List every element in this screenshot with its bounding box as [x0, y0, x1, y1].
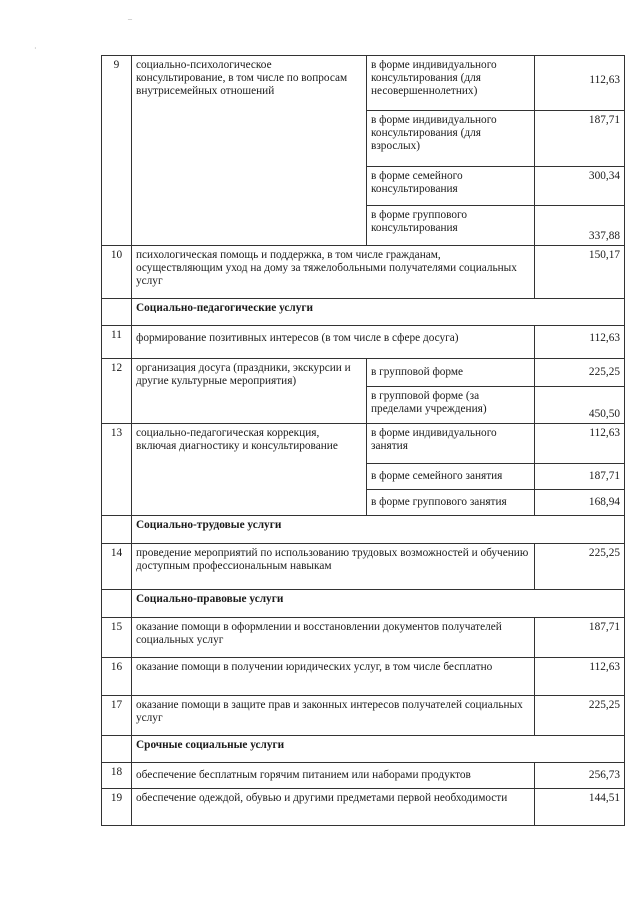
- service-form: в групповой форме: [367, 359, 535, 387]
- price: 187,71: [535, 464, 625, 490]
- row-number: 18: [102, 763, 132, 789]
- price: 187,71: [535, 618, 625, 658]
- service-form: в групповой форме (за пределами учреждения): [367, 387, 535, 424]
- service-form: в форме семейного занятия: [367, 464, 535, 490]
- service-name: обеспечение бесплатным горячим питанием или наборами продуктов: [132, 763, 535, 789]
- scan-mark: –: [128, 14, 132, 23]
- section-row: [102, 736, 625, 763]
- price: 300,34: [535, 167, 625, 206]
- price: 112,63: [535, 56, 625, 111]
- row-number: 12: [102, 359, 132, 424]
- row-number: 17: [102, 696, 132, 736]
- section-row: [102, 299, 625, 326]
- service-form: в форме группового консультирования: [367, 206, 535, 246]
- table-row: [102, 763, 625, 789]
- table-row: [102, 56, 625, 111]
- price: 168,94: [535, 490, 625, 516]
- row-number: 19: [102, 789, 132, 826]
- table-row: [102, 618, 625, 658]
- section-title: Социально-трудовые услуги: [132, 516, 625, 544]
- row-number: 16: [102, 658, 132, 696]
- row-number: 11: [102, 326, 132, 359]
- table-row: [102, 326, 625, 359]
- price: 187,71: [535, 111, 625, 167]
- service-form: в форме группового занятия: [367, 490, 535, 516]
- table-row: [102, 246, 625, 299]
- price: 225,25: [535, 359, 625, 387]
- service-name: психологическая помощь и поддержка, в том числе гражданам, осуществляющим уход на дому за тяжелобольными получателями социальных услуг: [132, 246, 535, 299]
- table-row: [102, 696, 625, 736]
- price: 337,88: [535, 206, 625, 246]
- price: 225,25: [535, 544, 625, 590]
- price: 150,17: [535, 246, 625, 299]
- section-title: Социально-педагогические услуги: [132, 299, 625, 326]
- scan-mark: ·: [34, 44, 37, 53]
- row-number: 15: [102, 618, 132, 658]
- service-name: формирование позитивных интересов (в том числе в сфере досуга): [132, 326, 535, 359]
- section-title: Срочные социальные услуги: [132, 736, 625, 763]
- service-name: обеспечение одеждой, обувью и другими предметами первой необходимости: [132, 789, 535, 826]
- service-name: оказание помощи в оформлении и восстановлении документов получателей социальных услуг: [132, 618, 535, 658]
- service-form: в форме индивидуального занятия: [367, 424, 535, 464]
- section-row: [102, 590, 625, 618]
- price: 112,63: [535, 424, 625, 464]
- service-name: организация досуга (праздники, экскурсии и другие культурные мероприятия): [132, 359, 367, 424]
- row-number: 9: [102, 56, 132, 246]
- price: 450,50: [535, 387, 625, 424]
- row-number: 13: [102, 424, 132, 516]
- service-name: проведение мероприятий по использованию трудовых возможностей и обучению доступным профессиональным навыкам: [132, 544, 535, 590]
- table-row: [102, 544, 625, 590]
- row-number: 10: [102, 246, 132, 299]
- service-name: социально-педагогическая коррекция, включая диагностику и консультирование: [132, 424, 367, 516]
- price: 225,25: [535, 696, 625, 736]
- price: 112,63: [535, 326, 625, 359]
- table-row: [102, 658, 625, 696]
- service-name: оказание помощи в защите прав и законных интересов получателей социальных услуг: [132, 696, 535, 736]
- service-form: в форме индивидуального консультирования (для взрослых): [367, 111, 535, 167]
- table-row: [102, 424, 625, 464]
- section-row: [102, 516, 625, 544]
- service-form: в форме семейного консультирования: [367, 167, 535, 206]
- service-form: в форме индивидуального консультирования (для несовершеннолетних): [367, 56, 535, 111]
- price: 112,63: [535, 658, 625, 696]
- service-name: социально-психологическое консультирование, в том числе по вопросам внутрисемейных отношений: [132, 56, 367, 246]
- row-number: 14: [102, 544, 132, 590]
- table-row: [102, 359, 625, 387]
- price: 144,51: [535, 789, 625, 826]
- service-name: оказание помощи в получении юридических услуг, в том числе бесплатно: [132, 658, 535, 696]
- price: 256,73: [535, 763, 625, 789]
- services-price-table: [101, 55, 625, 826]
- table-row: [102, 789, 625, 826]
- section-title: Социально-правовые услуги: [132, 590, 625, 618]
